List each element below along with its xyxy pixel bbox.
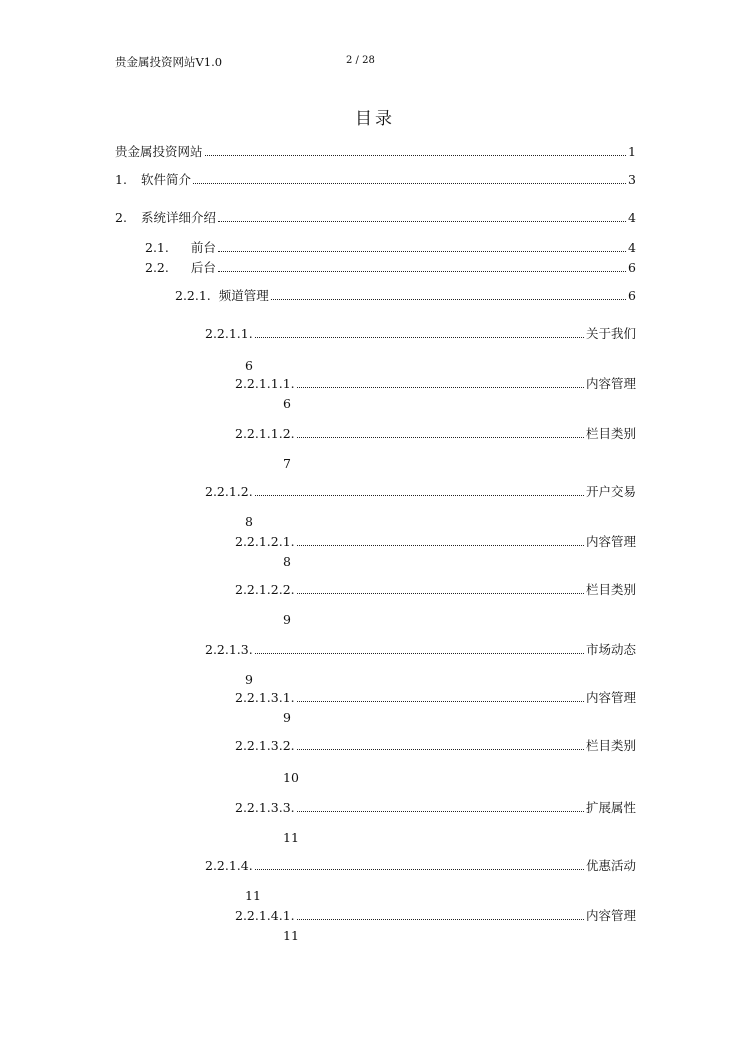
toc-dot-leader xyxy=(297,545,584,546)
document-name: 贵金属投资网站V1.0 xyxy=(115,55,223,69)
toc-entry-number: 2.2.1.3.3. xyxy=(235,800,295,815)
toc-entry-page: 3 xyxy=(628,172,636,187)
toc-entry-page: 9 xyxy=(283,612,291,627)
toc-dot-leader xyxy=(218,221,626,222)
toc-entry-page: 11 xyxy=(245,888,261,903)
toc-title: 目录 xyxy=(355,109,395,129)
toc-entry-title: 栏目类别 xyxy=(585,738,636,753)
toc-entry-page: 6 xyxy=(283,396,291,411)
toc-entry[interactable] xyxy=(205,642,636,658)
toc-entry-title: 开户交易 xyxy=(585,484,636,499)
toc-entry[interactable] xyxy=(205,858,636,874)
toc-dot-leader xyxy=(297,593,584,594)
toc-entry-page: 11 xyxy=(283,830,299,845)
toc-entry-page: 11 xyxy=(283,928,299,943)
toc-entry-number: 2.2.1.3. xyxy=(205,642,253,657)
toc-entry-page: 7 xyxy=(283,456,291,471)
toc-dot-leader xyxy=(193,183,626,184)
page-number: 2 / 28 xyxy=(346,55,375,66)
toc-entry-number: 2.2.1.1.2. xyxy=(235,426,295,441)
toc-entry-number: 2.2.1.3.1. xyxy=(235,690,295,705)
toc-dot-leader xyxy=(255,337,584,338)
toc-entry[interactable] xyxy=(235,738,636,754)
toc-entry-number: 2.2.1.2. xyxy=(205,484,253,499)
toc-dot-leader xyxy=(297,437,584,438)
toc-entry[interactable] xyxy=(235,426,636,442)
toc-dot-leader xyxy=(297,919,584,920)
toc-entry-title: 内容管理 xyxy=(585,690,636,705)
toc-entry-page: 6 xyxy=(245,358,253,373)
toc-dot-leader xyxy=(205,155,627,156)
toc-entry-page: 10 xyxy=(283,770,299,785)
toc-dot-leader xyxy=(255,495,584,496)
toc-dot-leader xyxy=(218,271,626,272)
toc-entry-title: 扩展属性 xyxy=(585,800,636,815)
toc-dot-leader xyxy=(297,811,584,812)
toc-entry-title: 贵金属投资网站 xyxy=(115,144,203,159)
toc-entry[interactable] xyxy=(235,690,636,706)
toc-entry[interactable] xyxy=(115,210,636,226)
toc-entry-number: 2.2. xyxy=(145,260,169,275)
toc-entry-title: 后台 xyxy=(190,260,216,275)
toc-entry[interactable] xyxy=(235,534,636,550)
toc-entry-page: 8 xyxy=(283,554,291,569)
toc-entry[interactable] xyxy=(235,582,636,598)
toc-entry[interactable] xyxy=(175,288,636,304)
toc-entry-number: 2.2.1.2.1. xyxy=(235,534,295,549)
toc-entry[interactable] xyxy=(205,326,636,342)
toc-entry-number: 2.2.1.3.2. xyxy=(235,738,295,753)
toc-entry[interactable] xyxy=(145,260,636,276)
toc-entry-page: 1 xyxy=(628,144,636,159)
toc-entry-title: 内容管理 xyxy=(585,534,636,549)
toc-entry-number: 2. xyxy=(115,210,127,225)
toc-dot-leader xyxy=(297,387,584,388)
toc-entry-title: 栏目类别 xyxy=(585,426,636,441)
toc-entry-page: 6 xyxy=(628,288,636,303)
toc-dot-leader xyxy=(271,299,626,300)
toc-entry-page: 9 xyxy=(245,672,253,687)
toc-entry-title: 软件简介 xyxy=(140,172,191,187)
toc-entry-title: 市场动态 xyxy=(585,642,636,657)
toc-entry-page: 6 xyxy=(628,260,636,275)
toc-entry-number: 2.1. xyxy=(145,240,169,255)
toc-entry[interactable] xyxy=(235,376,636,392)
toc-entry-number: 2.2.1.4. xyxy=(205,858,253,873)
toc-entry-title: 优惠活动 xyxy=(585,858,636,873)
toc-entry-title: 关于我们 xyxy=(585,326,636,341)
toc-entry-number: 2.2.1.1.1. xyxy=(235,376,295,391)
toc-entry-title: 内容管理 xyxy=(585,376,636,391)
toc-entry-number: 2.2.1.4.1. xyxy=(235,908,295,923)
toc-entry[interactable] xyxy=(235,908,636,924)
toc-entry[interactable] xyxy=(115,144,636,160)
toc-entry-page: 9 xyxy=(283,710,291,725)
toc-dot-leader xyxy=(255,869,584,870)
toc-entry-number: 2.2.1.2.2. xyxy=(235,582,295,597)
toc-entry-title: 内容管理 xyxy=(585,908,636,923)
toc-entry[interactable] xyxy=(145,240,636,256)
toc-dot-leader xyxy=(218,251,626,252)
toc-entry-title: 前台 xyxy=(190,240,216,255)
toc-entry-number: 2.2.1. xyxy=(175,288,211,303)
toc-entry-number: 1. xyxy=(115,172,127,187)
toc-entry-title: 频道管理 xyxy=(218,288,269,303)
toc-entry-page: 4 xyxy=(628,240,636,255)
toc-entry-title: 栏目类别 xyxy=(585,582,636,597)
toc-entry-number: 2.2.1.1. xyxy=(205,326,253,341)
toc-entry-title: 系统详细介绍 xyxy=(140,210,216,225)
toc-entry-page: 8 xyxy=(245,514,253,529)
toc-entry[interactable] xyxy=(115,172,636,188)
toc-dot-leader xyxy=(297,749,584,750)
toc-dot-leader xyxy=(297,701,584,702)
toc-entry[interactable] xyxy=(235,800,636,816)
toc-entry[interactable] xyxy=(205,484,636,500)
toc-dot-leader xyxy=(255,653,584,654)
toc-entry-page: 4 xyxy=(628,210,636,225)
